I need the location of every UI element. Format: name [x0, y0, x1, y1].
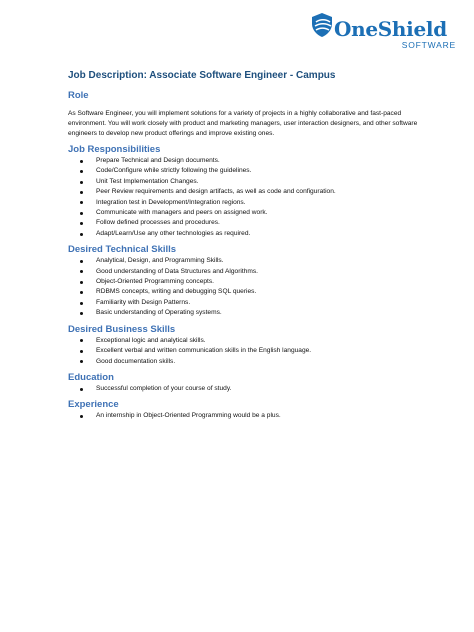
list-item [68, 208, 418, 218]
bullet-icon [80, 415, 83, 418]
list-item [68, 267, 418, 277]
list-item-text: Peer Review requirements and design artifacts, as well as code and configuration. [96, 188, 336, 196]
list-item [68, 357, 418, 367]
bullet-icon [80, 260, 83, 263]
technical-skills-heading: Desired Technical Skills [68, 244, 177, 256]
list-item [68, 156, 418, 166]
business-skills-heading: Desired Business Skills [68, 323, 176, 335]
document-body [68, 69, 418, 427]
list-item [68, 298, 418, 308]
list-item-text: Good documentation skills. [96, 357, 176, 365]
bullet-icon [80, 191, 83, 194]
list-item-text: Analytical, Design, and Programming Skills. [96, 257, 224, 265]
bullet-icon [80, 350, 83, 353]
bullet-icon [80, 233, 83, 236]
list-item [68, 411, 418, 421]
responsibilities-heading: Job Responsibilities [68, 144, 161, 155]
bullet-icon [80, 291, 83, 294]
list-item [68, 346, 418, 356]
list-item-text: An internship in Object-Oriented Programming would be a plus. [96, 412, 281, 420]
list-item-text: Follow defined processes and procedures. [96, 219, 220, 227]
role-paragraph: As Software Engineer, you will implement solutions for a variety of projects in a highly collaborative and fast-paced environment. You will work closely with product and marketing managers, user interaction designers, and other software engineers to develop new product offerings and improve existing ones. [68, 110, 418, 137]
shield-icon [310, 12, 334, 38]
list-item [68, 187, 418, 197]
list-item-text: Excellent verbal and written communication skills in the English language. [96, 347, 312, 355]
list-item-text: Integration test in Development/Integration regions. [96, 198, 246, 206]
logo-subtitle: SOFTWARE [401, 40, 456, 50]
list-item-text: Basic understanding of Operating systems. [96, 309, 222, 317]
experience-list [68, 411, 418, 421]
list-item [68, 229, 418, 239]
list-item-text: Exceptional logic and analytical skills. [96, 336, 206, 344]
technical-skills-list [68, 256, 418, 318]
bullet-icon [80, 160, 83, 163]
list-item-text: Good understanding of Data Structures and Algorithms. [96, 267, 259, 275]
experience-heading: Experience [68, 399, 119, 411]
list-item-text: Familiarity with Design Patterns. [96, 298, 191, 306]
bullet-icon [80, 212, 83, 215]
bullet-icon [80, 281, 83, 284]
bullet-icon [80, 181, 83, 184]
list-item [68, 177, 418, 187]
list-item-text: Successful completion of your course of study. [96, 384, 232, 392]
list-item [68, 287, 418, 297]
role-heading: Role [68, 90, 89, 101]
list-item-text: Code/Configure while strictly following the guidelines. [96, 167, 252, 175]
list-item [68, 198, 418, 208]
bullet-icon [80, 201, 83, 204]
list-item [68, 166, 418, 176]
list-item-text: Unit Test Implementation Changes. [96, 177, 199, 185]
list-item [68, 308, 418, 318]
list-item [68, 277, 418, 287]
bullet-icon [80, 312, 83, 315]
education-heading: Education [68, 371, 114, 383]
list-item [68, 218, 418, 228]
list-item-text: Adapt/Learn/Use any other technologies as required. [96, 229, 251, 237]
bullet-icon [80, 222, 83, 225]
list-item [68, 336, 418, 346]
list-item-text: RDBMS concepts, writing and debugging SQL queries. [96, 288, 257, 296]
list-item [68, 256, 418, 266]
list-item-text: Communicate with managers and peers on assigned work. [96, 209, 268, 217]
business-skills-list [68, 336, 418, 367]
logo-wordmark: OneShield [334, 17, 447, 41]
bullet-icon [80, 360, 83, 363]
company-logo [310, 10, 460, 54]
bullet-icon [80, 302, 83, 305]
list-item-text: Prepare Technical and Design documents. [96, 157, 220, 164]
responsibilities-list [68, 156, 418, 239]
bullet-icon [80, 270, 83, 273]
bullet-icon [80, 170, 83, 173]
education-list [68, 384, 418, 394]
list-item-text: Object-Oriented Programming concepts. [96, 278, 215, 286]
document-title: Job Description: Associate Software Engineer - Campus [68, 70, 336, 81]
bullet-icon [80, 388, 83, 391]
list-item [68, 384, 418, 394]
bullet-icon [80, 339, 83, 342]
